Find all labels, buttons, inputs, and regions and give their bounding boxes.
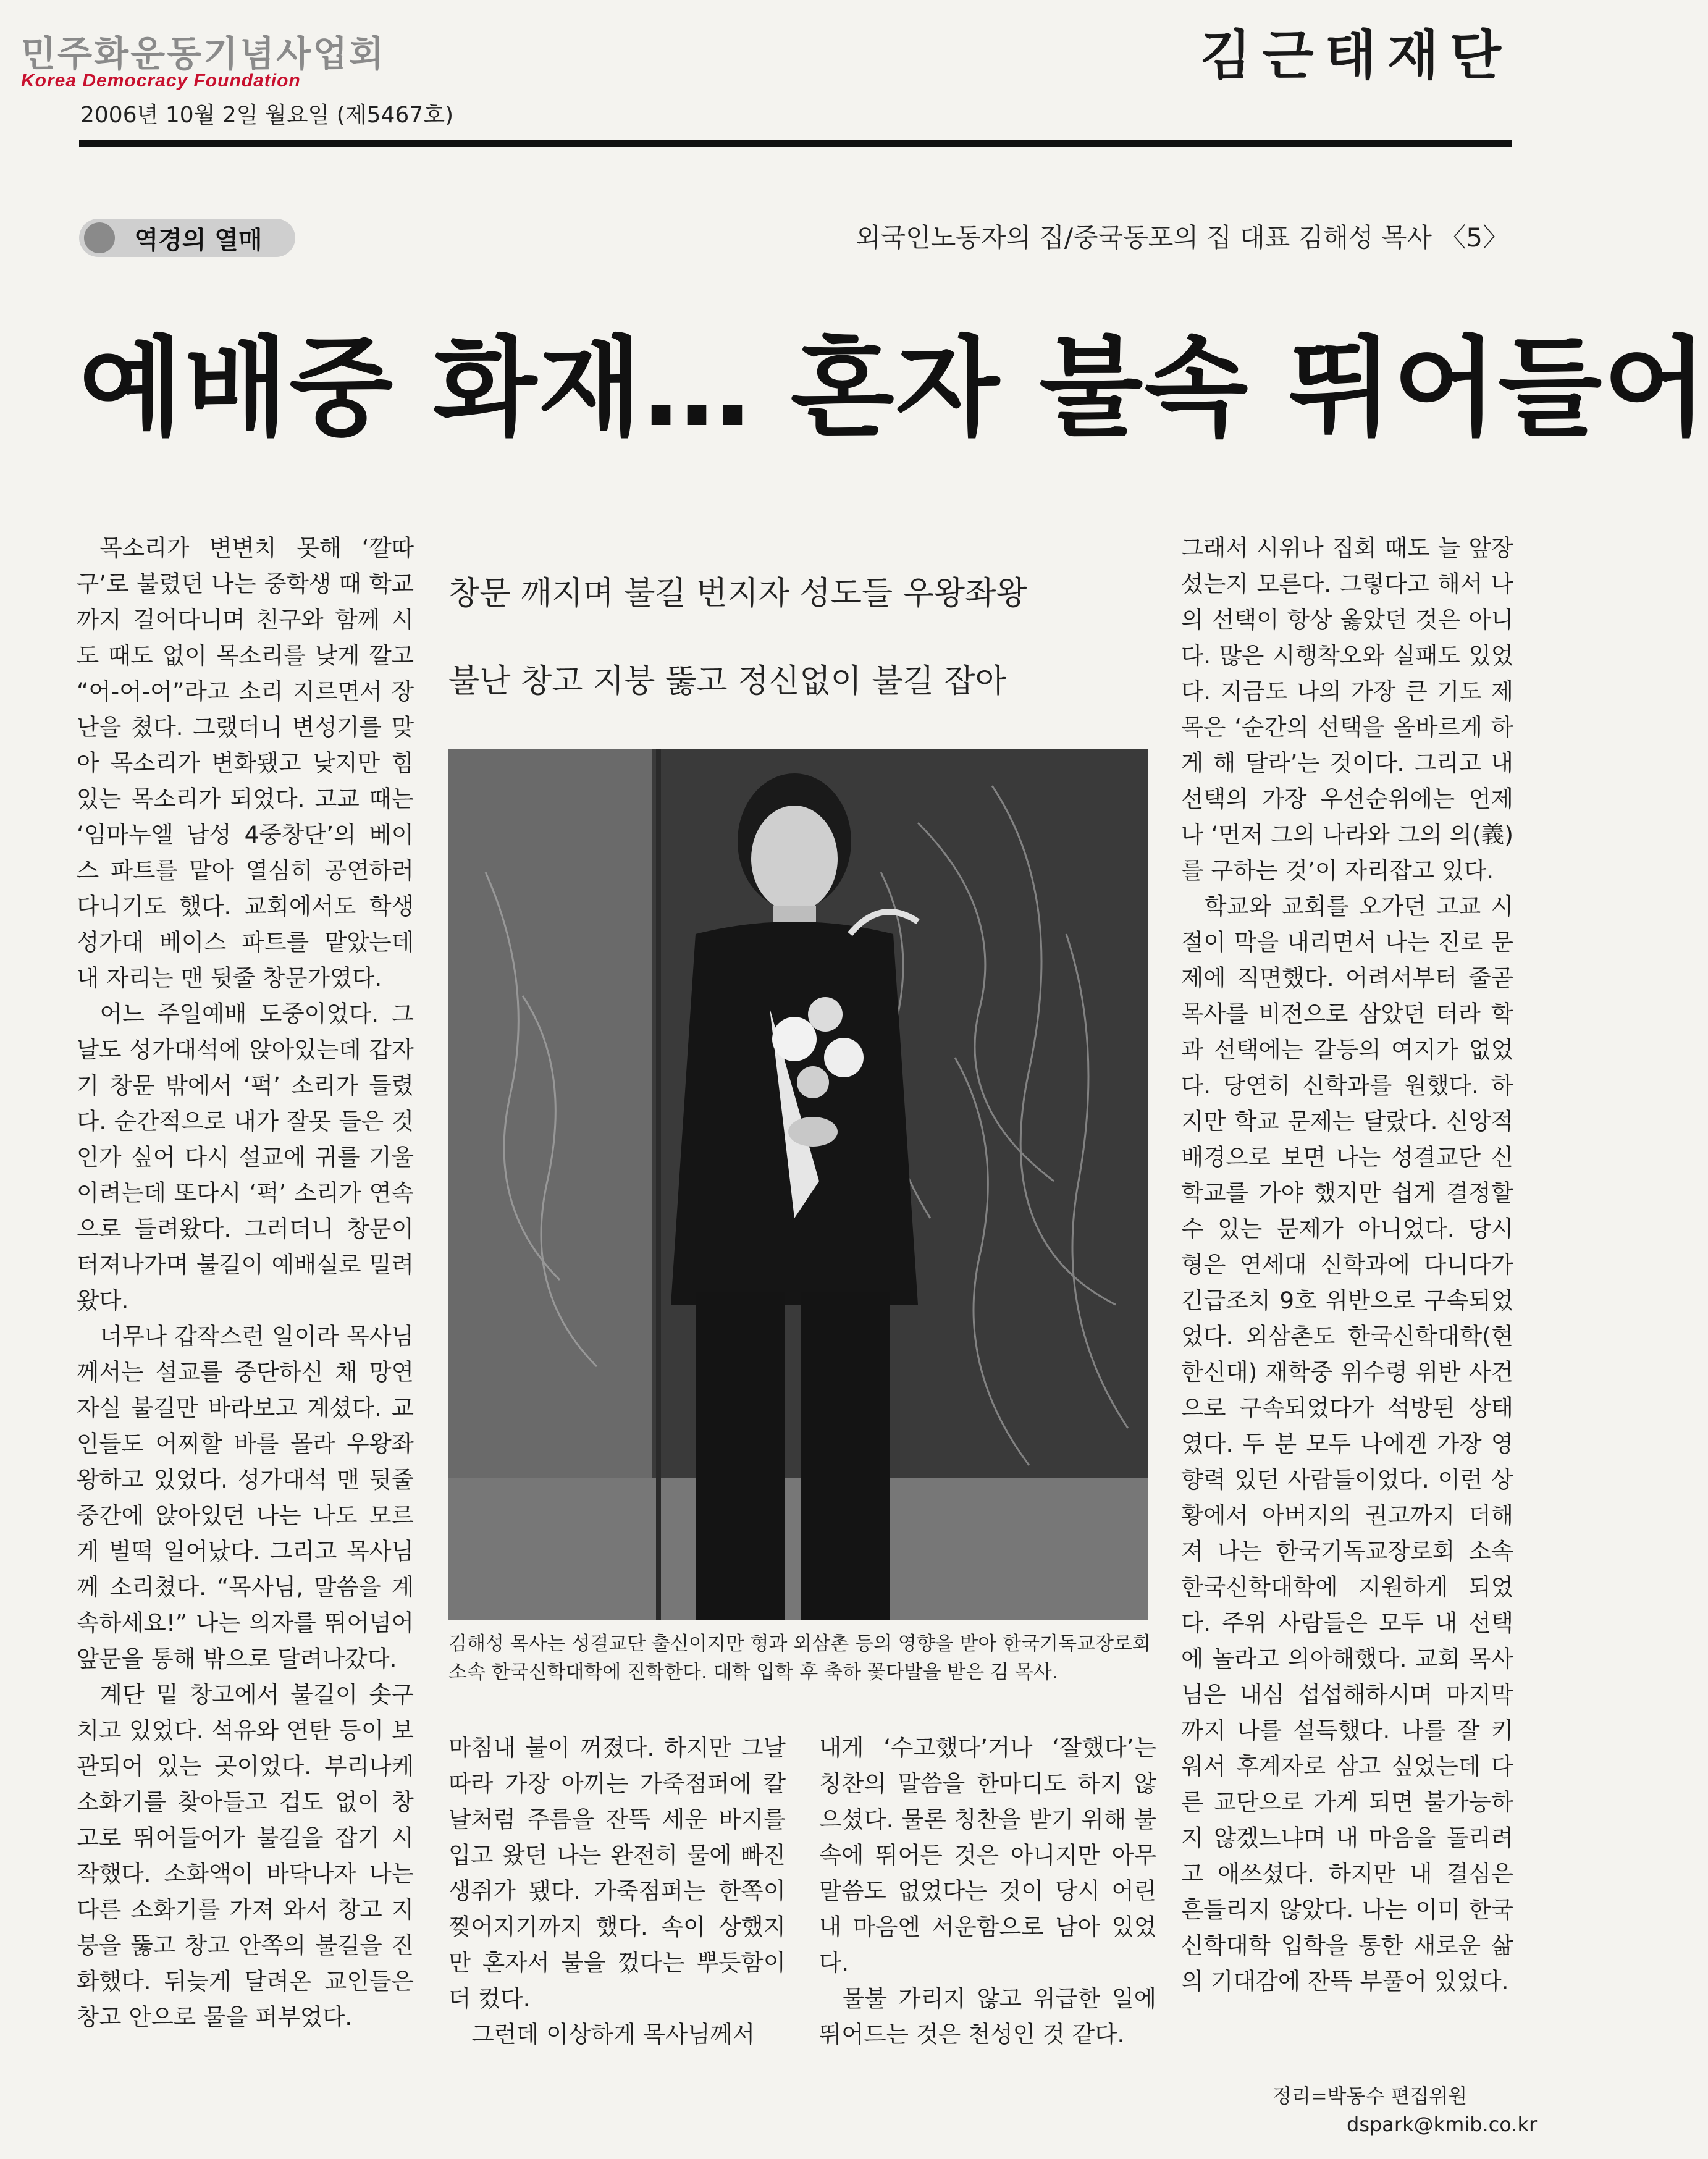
paragraph: 그런데 이상하게 목사님께서 <box>471 2021 755 2048</box>
org-logo-korean: 민주화운동기념사업회 <box>21 33 386 75</box>
article-column-3 <box>819 1730 1156 2052</box>
paragraph: 계단 밑 창고에서 불길이 솟구치고 있었다. 석유와 연탄 등이 보관되어 있는 곳이었다. 부리나케 소화기를 찾아들고 겁도 없이 창고로 뛰어들어가 불길을 잡기 시작했다. 소화액이 바닥나자 나는 다른 소화기를 가져 와서 창고 지붕을 뚫고 창고 안쪽의 불길을 진화했다. 뒤늦게 달려온 교인들은 창고 안으로 물을 퍼부었다. <box>77 1681 414 2031</box>
paragraph: 내게 ‘수고했다’거나 ‘잘했다’는 칭찬의 말씀을 한마디도 하지 않으셨다. 물론 칭찬을 받기 위해 불속에 뛰어든 것은 아니지만 아무 말씀도 없었다는 것이 당시 어린 내 마음엔 서운함으로 남아 있었다. <box>819 1734 1156 1976</box>
paragraph: 학교와 교회를 오가던 고교 시절이 막을 내리면서 나는 진로 문제에 직면했다. 어려서부터 줄곧 목사를 비전으로 삼았던 터라 학과 선택에는 갈등의 여지가 없었다. 당연히 신학과를 원했다. 하지만 학교 문제는 달랐다. 신앙적 배경으로 보면 나는 성결교단 신학교를 가야 했지만 쉽게 결정할 수 있는 문제가 아니었다. 당시 형은 연세대 신학과에 다니다가 긴급조치 9호 위반으로 구속되었었다. 외삼촌도 한국신학대학(현 한신대) 재학중 위수령 위반 사건으로 구속되었다가 석방된 상태였다. 두 분 모두 나에겐 가장 영향력 있던 사람들이었다. 이런 상황에서 아버지의 권고까지 더해져 나는 한국기독교장로회 소속 한국신학대학에 지원하게 되었다. 주위 사람들은 모두 내 선택에 놀라고 의아해했다. 교회 목사님은 내심 섭섭해하시며 마지막까지 나를 설득했다. 나를 잘 키워서 후계자로 삼고 싶었는데 다른 교단으로 가게 되면 불가능하지 않겠느냐며 내 마음을 돌리려고 애쓰셨다. 하지만 내 결심은 흔들리지 않았다. 나는 이미 한국신학대학 입학을 통한 새로운 삶의 기대감에 잔뜩 부풀어 있었다. <box>1181 893 1513 1995</box>
subhead-2: 불난 창고 지붕 뚫고 정신없이 불길 잡아 <box>448 663 1006 700</box>
paragraph: 마침내 불이 꺼졌다. 하지만 그날따라 가장 아끼는 가죽점퍼에 칼날처럼 주름을 잔뜩 세운 바지를 입고 왔던 나는 완전히 물에 빠진 생쥐가 됐다. 가죽점퍼는 한쪽이 찢어지기까지 했다. 속이 상했지만 혼자서 불을 껐다는 뿌듯함이 더 컸다. <box>448 1734 786 2012</box>
editor-email: dspark@kmib.co.kr <box>1347 2113 1538 2136</box>
paragraph: 물불 가리지 않고 위급한 일에 뛰어드는 것은 천성인 것 같다. <box>819 1985 1156 2048</box>
paragraph: 목소리가 변변치 못해 ‘깔따구’로 불렸던 나는 중학생 때 학교까지 걸어다니며 친구와 함께 시도 때도 없이 목소리를 낮게 깔고 “어-어-어”라고 소리 지르면서 장난을 쳤다. 그랬더니 변성기를 맞아 목소리가 변화됐고 낮지만 힘 있는 목소리가 되었다. 고교 때는 ‘임마누엘 남성 4중창단’의 베이스 파트를 맡아 열심히 공연하러 다니기도 했다. 교회에서도 학생성가대 베이스 파트를 맡았는데 내 자리는 맨 뒷줄 창문가였다. <box>77 534 414 991</box>
subhead-1: 창문 깨지며 불길 번지자 성도들 우왕좌왕 <box>448 575 1027 612</box>
headline: 예배중 화재… 혼자 불속 뛰어들어 <box>79 326 1708 451</box>
section-tag <box>79 219 295 257</box>
article-column-2 <box>448 1730 786 2052</box>
series-title: 외국인노동자의 집/중국동포의 집 대표 김해성 목사 〈5〉 <box>856 222 1508 253</box>
paragraph: 어느 주일예배 도중이었다. 그날도 성가대석에 앉아있는데 갑자기 창문 밖에서 ‘퍽’ 소리가 들렸다. 순간적으로 내가 잘못 들은 것인가 싶어 다시 설교에 귀를 기울이려는데 또다시 ‘퍽’ 소리가 연속으로 들려왔다. 그러더니 창문이 터져나가며 불길이 예배실로 밀려왔다. <box>77 1000 414 1314</box>
editor-credit: 정리=박동수 편집위원 <box>1273 2084 1468 2108</box>
photo-illustration <box>448 749 1148 1620</box>
paragraph: 그래서 시위나 집회 때도 늘 앞장섰는지 모른다. 그렇다고 해서 나의 선택이 항상 옳았던 것은 아니다. 많은 시행착오와 실패도 있었다. 지금도 나의 가장 큰 기도 제목은 ‘순간의 선택을 올바르게 하게 해 달라’는 것이다. 그리고 내 선택의 가장 우선순위에는 언제나 ‘먼저 그의 나라와 그의 의(義)를 구하는 것’이 자리잡고 있다. <box>1181 534 1513 884</box>
article-column-1 <box>77 530 414 2035</box>
section-tag-label: 역경의 열매 <box>134 225 263 255</box>
portrait-photo <box>448 749 1148 1620</box>
org-logo-english: Korea Democracy Foundation <box>21 70 301 91</box>
foundation-logo: 김근태재단 <box>1200 24 1512 86</box>
dateline: 2006년 10월 2일 월요일 (제5467호) <box>80 103 454 128</box>
top-rule <box>79 140 1512 147</box>
photo-caption: 김해성 목사는 성결교단 출신이지만 형과 외삼촌 등의 영향을 받아 한국기독교장로회 소속 한국신학대학에 진학한다. 대학 입학 후 축하 꽃다발을 받은 김 목사. <box>448 1633 1151 1683</box>
paragraph: 너무나 갑작스런 일이라 목사님께서는 설교를 중단하신 채 망연자실 불길만 바라보고 계셨다. 교인들도 어찌할 바를 몰라 우왕좌왕하고 있었다. 성가대석 맨 뒷줄 중간에 앉아있던 나는 나도 모르게 벌떡 일어났다. 그리고 목사님께 소리쳤다. “목사님, 말씀을 계속하세요!” 나는 의자를 뛰어넘어 앞문을 통해 밖으로 달려나갔다. <box>77 1323 414 1672</box>
article-column-4 <box>1181 530 1513 1999</box>
